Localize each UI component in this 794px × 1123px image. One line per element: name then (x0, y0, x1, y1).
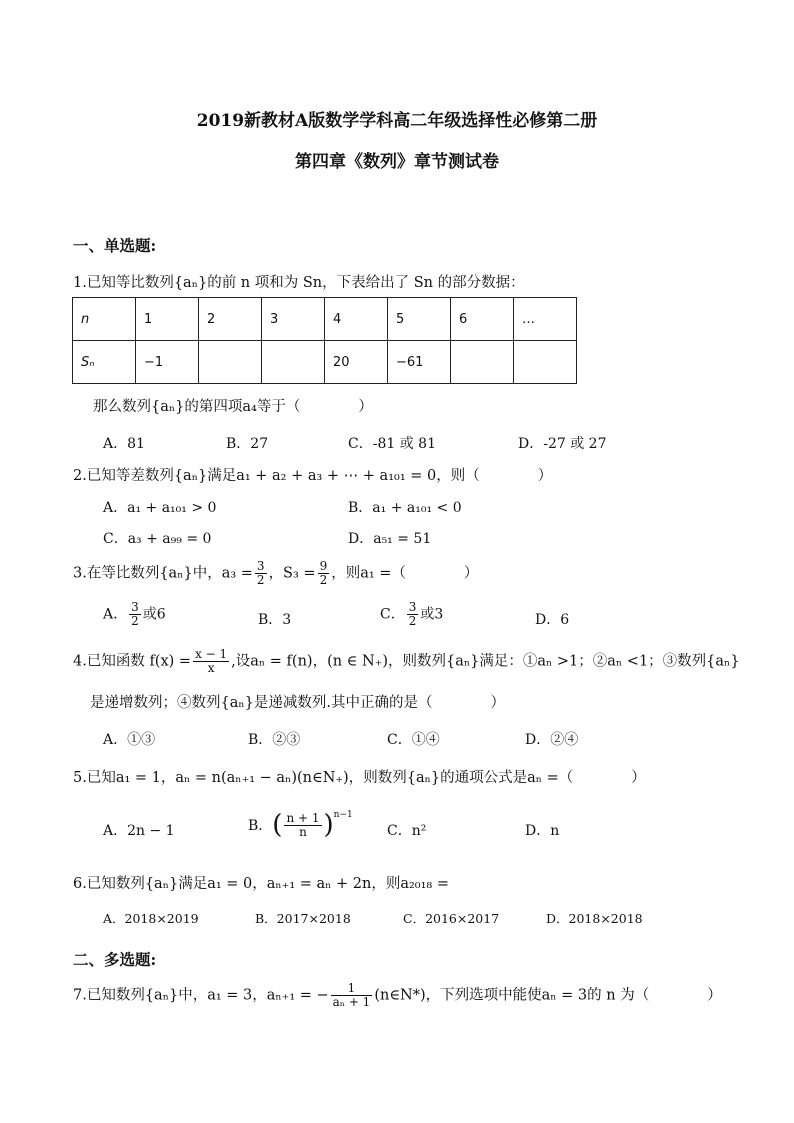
document-title: 2019新教材A版数学学科高二年级选择性必修第二册 (196, 111, 598, 131)
table-cell: 3 (262, 298, 325, 341)
q2-option-b[interactable]: B．a₁ + a₁₀₁ < 0 (348, 500, 462, 516)
q4-option-c[interactable]: C．①④ (387, 732, 440, 748)
q5-option-a[interactable]: A．2n − 1 (103, 823, 175, 839)
q6-option-a[interactable]: A．2018×2019 (103, 911, 199, 926)
fraction-1-over-an-plus-1: $\frac{1}{\text{aₙ + 1}}$ (332, 981, 371, 1009)
q2-option-d[interactable]: D．a₅₁ = 51 (348, 531, 432, 547)
q2-option-c[interactable]: C．a₃ + a₉₉ = 0 (103, 531, 212, 547)
q6-option-c[interactable]: C．2016×2017 (403, 911, 500, 926)
table-cell (514, 341, 577, 384)
fraction-9-2: $\frac{9}{2}$ (319, 559, 328, 587)
table-cell: n (73, 298, 136, 341)
q5-option-c[interactable]: C．n² (387, 823, 427, 839)
q4-option-b[interactable]: B．②③ (248, 732, 301, 748)
q1-option-a[interactable]: A．81 (103, 436, 145, 452)
table-cell: 20 (325, 341, 388, 384)
q3-stem-text-b: ，S₃ = (268, 565, 316, 582)
table-row (73, 298, 577, 341)
chapter-title: 第四章《数列》章节测试卷 (295, 152, 499, 172)
table-cell (262, 341, 325, 384)
q4-option-a[interactable]: A．①③ (103, 732, 156, 748)
q1-stem: 1.已知等比数列{aₙ}的前 n 项和为 Sn，下表给出了 Sn 的部分数据： (73, 275, 525, 291)
q6-option-d[interactable]: D．2018×2018 (546, 911, 643, 926)
table-cell: 2 (199, 298, 262, 341)
table-cell: 6 (451, 298, 514, 341)
table-cell: −61 (388, 341, 451, 384)
q7-stem: 7.已知数列{aₙ}中，a₁ = 3，aₙ₊₁ = − $\frac{1}{\text{aₙ + 1}}$ (n∈N*)，下列选项中能使aₙ = 3的 n 为（ ） (73, 981, 722, 1009)
q2-option-a[interactable]: A．a₁ + a₁₀₁ > 0 (103, 500, 217, 516)
section-multi-choice: 二、多选题: (73, 950, 157, 969)
q5-option-b[interactable]: B．( $\frac{n + 1}{n}$ )$^{n-1}$ (248, 810, 353, 840)
q1-option-b[interactable]: B．27 (226, 436, 269, 452)
q2-stem: 2.已知等差数列{aₙ}满足a₁ + a₂ + a₃ + ⋯ + a₁₀₁ = 0，则（ ） (73, 468, 553, 484)
q3-stem-text-c: ，则a₁ =（ ） (331, 565, 479, 582)
q6-option-b[interactable]: B．2017×2018 (255, 911, 351, 926)
q3-option-a[interactable]: A． $\frac{3}{2}$ 或6 (103, 600, 166, 628)
fraction-3-2: $\frac{3}{2}$ (256, 559, 265, 587)
table-cell: 4 (325, 298, 388, 341)
table-cell: Sₙ (73, 341, 136, 384)
q5-option-d[interactable]: D．n (525, 823, 560, 839)
q1-subquestion: 那么数列{aₙ}的第四项a₄等于（ ） (93, 399, 373, 415)
table-cell (199, 341, 262, 384)
q4-option-d[interactable]: D．②④ (525, 732, 579, 748)
table-cell: … (514, 298, 577, 341)
section-single-choice: 一、单选题: (73, 236, 157, 255)
q4-stem: 4.已知函数 f(x) = $\frac{x - 1}{x}$ ,设aₙ = f(n)，(n ∈ N₊)，则数列{aₙ}满足：①aₙ >1；②aₙ <1；③数列{aₙ} (73, 647, 740, 675)
q1-option-c[interactable]: C．-81 或 81 (348, 436, 436, 452)
table-cell: 1 (136, 298, 199, 341)
table-cell: −1 (136, 341, 199, 384)
q3-option-d[interactable]: D．6 (535, 612, 570, 628)
q1-option-d[interactable]: D．-27 或 27 (518, 436, 607, 452)
q6-stem: 6.已知数列{aₙ}满足a₁ = 0，aₙ₊₁ = aₙ + 2n，则a₂₀₁₈ = (73, 876, 450, 892)
fraction-x-minus-1-over-x: $\frac{x - 1}{x}$ (195, 647, 228, 675)
q3-option-c[interactable]: C． $\frac{3}{2}$ 或3 (380, 600, 444, 628)
q4-stem-line2: 是递增数列；④数列{aₙ}是递减数列.其中正确的是（ ） (90, 695, 505, 711)
q3-stem-text-a: 3.在等比数列{aₙ}中，a₃ = (73, 565, 253, 582)
q1-data-table (72, 297, 577, 384)
table-cell (451, 341, 514, 384)
table-cell: 5 (388, 298, 451, 341)
q3-stem (73, 560, 478, 587)
q3-option-b[interactable]: B．3 (258, 612, 292, 628)
q5-stem: 5.已知a₁ = 1，aₙ = n(aₙ₊₁ − aₙ)(n∈N₊)，则数列{aₙ}的通项公式是aₙ =（ ） (73, 770, 646, 786)
table-row (73, 341, 577, 384)
